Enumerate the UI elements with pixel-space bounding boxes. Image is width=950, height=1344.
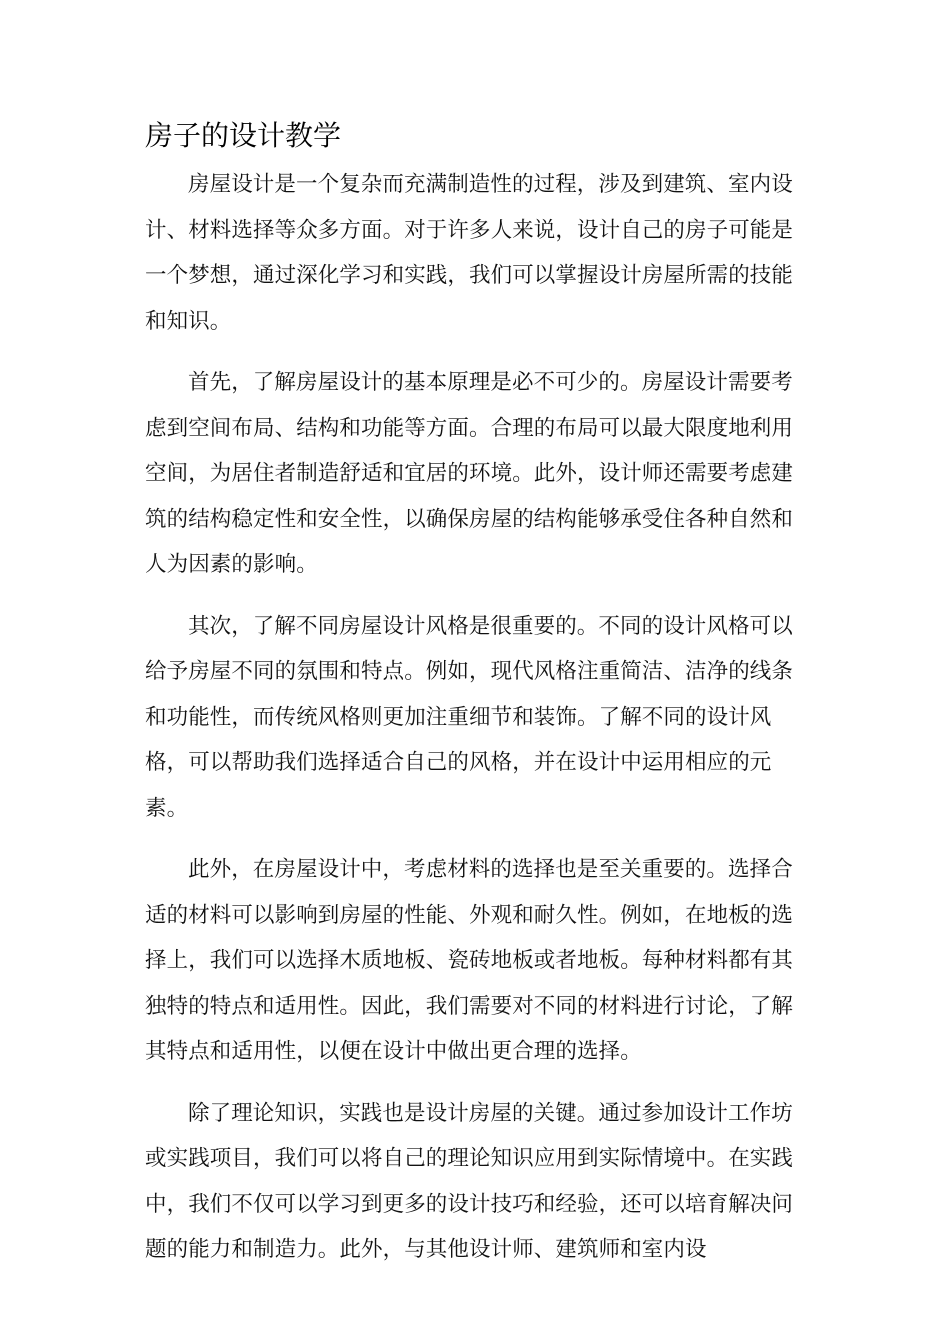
document-title: 房子的设计教学 [145,119,342,152]
paragraph-materials: 此外，在房屋设计中，考虑材料的选择也是至关重要的。选择合适的材料可以影响到房屋的性能、外观和耐久性。例如，在地板的选择上，我们可以选择木质地板、瓷砖地板或者地板。每种材料都有其独特的特点和适用性。因此，我们需要对不同的材料进行讨论，了解其特点和适用性，以便在设计中做出更合理的选择。 [145,857,794,1064]
paragraph-intro: 房屋设计是一个复杂而充满制造性的过程，涉及到建筑、室内设计、材料选择等众多方面。对于许多人来说，设计自己的房子可能是一个梦想，通过深化学习和实践，我们可以掌握设计房屋所需的技能和知识。 [145,172,794,334]
document-body [145,162,797,1289]
paragraph-practice: 除了理论知识，实践也是设计房屋的关键。通过参加设计工作坊或实践项目，我们可以将自己的理论知识应用到实际情境中。在实践中，我们不仅可以学习到更多的设计技巧和经验，还可以培育解决问题的能力和制造力。此外，与其他设计师、建筑师和室内设 [145,1100,794,1262]
paragraph-styles: 其次，了解不同房屋设计风格是很重要的。不同的设计风格可以给予房屋不同的氛围和特点。例如，现代风格注重简洁、洁净的线条和功能性，而传统风格则更加注重细节和装饰。了解不同的设计风格，可以帮助我们选择适合自己的风格，并在设计中运用相应的元素。 [145,613,794,821]
paragraph-principles: 首先，了解房屋设计的基本原理是必不可少的。房屋设计需要考虑到空间布局、结构和功能等方面。合理的布局可以最大限度地利用空间，为居住者制造舒适和宜居的环境。此外，设计师还需要考虑建筑的结构稳定性和安全性，以确保房屋的结构能够承受住各种自然和人为因素的影响。 [145,370,794,577]
